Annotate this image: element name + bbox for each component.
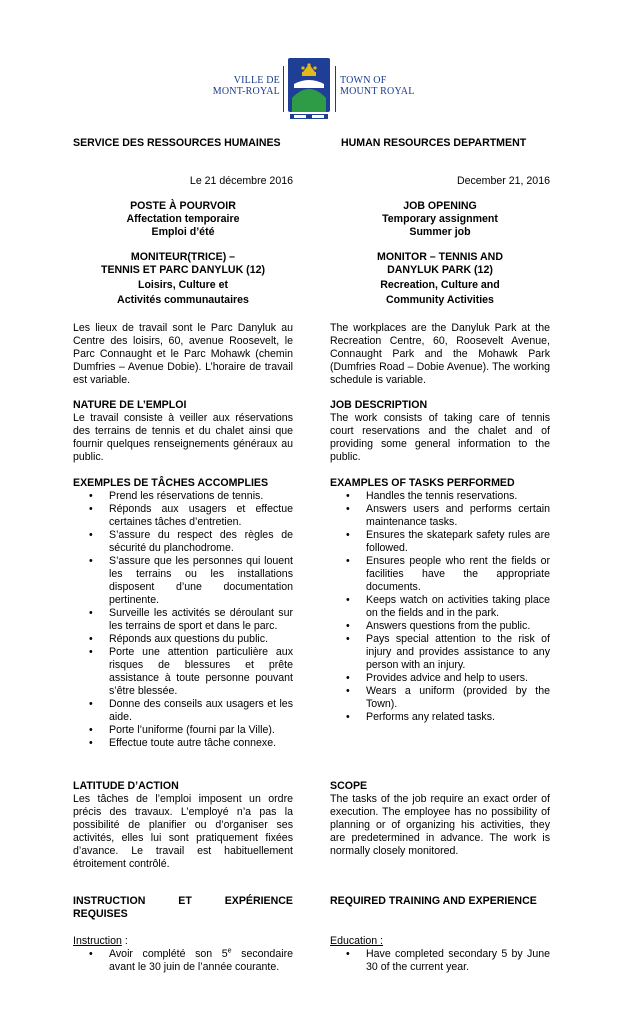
posting-en-line2: Temporary assignment — [382, 213, 498, 225]
logo-divider-right — [335, 66, 336, 112]
list-item: • Answers users and performs certain maintenance tasks. — [330, 503, 550, 529]
list-item: • Prend les réservations de tennis. — [73, 490, 293, 503]
job-title-fr-line3: Loisirs, Culture et — [137, 279, 229, 291]
intro-en: The workplaces are the Danyluk Park at the Recreation Centre, 60, Roosevelt Avenue, Connaught Park and the Mohawk Park (Dumfries Road – Dobie Avenue). The working schedule is variable. — [330, 322, 550, 386]
tasks-list-en — [330, 490, 550, 724]
job-title-en — [330, 251, 550, 307]
tasks-heading-fr: EXEMPLES DE TÂCHES ACCOMPLIES — [73, 477, 269, 489]
list-item: • S’assure que les personnes qui louent les terrains ou les installations disposent d’une documentation pertinente. — [73, 555, 293, 607]
date-en: December 21, 2016 — [456, 175, 550, 187]
job-title-en-line2: DANYLUK PARK (12) — [387, 264, 493, 276]
logo-text-french — [196, 75, 280, 97]
logo-right-line2: MOUNT ROYAL — [340, 86, 415, 97]
list-item: • Porte une attention particulière aux risques de blessures et prête assistance à toute personne pouvant s’être blessée. — [73, 646, 293, 698]
posting-fr — [73, 200, 293, 239]
education-label-en-text: Education : — [330, 935, 384, 947]
instruction-label-fr — [73, 935, 293, 948]
list-item: • Réponds aux questions du public. — [73, 633, 293, 646]
list-item: • Provides advice and help to users. — [330, 672, 550, 685]
list-item: • Ensures people who rent the fields or facilities have the appropriate documents. — [330, 555, 550, 594]
job-title-fr-line2: TENNIS ET PARC DANYLUK (12) — [100, 264, 266, 276]
list-item: • Performs any related tasks. — [330, 711, 550, 724]
intro-fr: Les lieux de travail sont le Parc Danyluk au Centre des loisirs, 60, avenue Roosevelt, le Parc Connaught et le Parc Mohawk (chemin Dumfries – Avenue Dobie). L’horaire de travail est variable. — [73, 322, 293, 386]
education-item-fr-a: Avoir complété son 5 — [109, 948, 228, 960]
education-label-en — [330, 935, 550, 948]
education-list-en — [330, 948, 550, 974]
education-item-fr-sup: e — [227, 947, 232, 955]
list-item: • S’assure du respect des règles de sécurité du planchodrome. — [73, 529, 293, 555]
job-title-en-line4: Community Activities — [386, 294, 494, 306]
education-item-fr-b: secondaire avant le 30 juin de l’année courante. — [109, 948, 293, 973]
job-title-fr-line4: Activités communautaires — [117, 294, 249, 306]
posting-fr-line2: Affectation temporaire — [126, 213, 240, 225]
job-text-en: The work consists of taking care of tennis court reservations and the chalet and of providing some general information to the public. — [330, 412, 550, 463]
logo-text-english — [340, 75, 450, 97]
training-heading-fr — [73, 895, 293, 921]
posting-en-line1: JOB OPENING — [403, 200, 477, 212]
training-heading-en: REQUIRED TRAINING AND EXPERIENCE — [330, 895, 537, 907]
nature-heading-fr: NATURE DE L’EMPLOI — [73, 399, 187, 411]
department-en: HUMAN RESOURCES DEPARTMENT — [341, 137, 527, 149]
education-list-fr — [73, 948, 293, 974]
list-item: • Effectue toute autre tâche connexe. — [73, 737, 293, 750]
training-heading-fr-word1: INSTRUCTION — [73, 895, 146, 907]
posting-en — [330, 200, 550, 239]
list-item: • Porte l’uniforme (fourni par la Ville). — [73, 724, 293, 737]
list-item: • Keeps watch on activities taking place on the fields and in the park. — [330, 594, 550, 620]
posting-fr-line3: Emploi d’été — [151, 226, 215, 238]
training-heading-fr-word2: ET — [178, 895, 192, 907]
list-item: • Handles the tennis reservations. — [330, 490, 550, 503]
town-crest-icon — [286, 58, 332, 120]
department-fr: SERVICE DES RESSOURCES HUMAINES — [73, 137, 281, 149]
instruction-label-fr-colon: : — [121, 935, 128, 947]
nature-text-fr: Le travail consiste à veiller aux réservations des terrains de tennis et du chalet ainsi que fournir quelques renseignements généraux au public. — [73, 412, 293, 463]
job-title-fr-line1: MONITEUR(TRICE) – — [130, 251, 236, 263]
instruction-label-fr-text: Instruction — [73, 935, 122, 947]
latitude-text-fr: Les tâches de l’emploi imposent un ordre précis des travaux. L’employé n’a pas la possibilité de planifier ou d’organiser ses activités, elles lui sont pratiquement fixées d’avance. Le travail est habituellement étroitement contrôlé. — [73, 793, 293, 870]
date-fr: Le 21 décembre 2016 — [189, 175, 293, 187]
list-item: • Ensures the skatepark safety rules are followed. — [330, 529, 550, 555]
list-item: • Pays special attention to the risk of injury and provides assistance to any person with an injury. — [330, 633, 550, 672]
list-item: • Réponds aux usagers et effectue certaines tâches d’entretien. — [73, 503, 293, 529]
posting-fr-line1: POSTE À POURVOIR — [130, 200, 236, 212]
training-heading-fr-word3: EXPÉRIENCE — [224, 895, 293, 907]
latitude-heading-fr: LATITUDE D’ACTION — [73, 780, 179, 792]
training-heading-fr-word4: REQUISES — [73, 908, 128, 920]
scope-heading-en: SCOPE — [330, 780, 368, 792]
logo-right-line1: TOWN OF — [340, 75, 387, 86]
job-title-en-line3: Recreation, Culture and — [380, 279, 500, 291]
job-heading-en: JOB DESCRIPTION — [330, 399, 428, 411]
logo-divider-left — [283, 66, 284, 112]
scope-text-en: The tasks of the job require an exact order of execution. The employee has no possibility of planning or of organizing his activities, they are predetermined in advance. The work is normally closely monitored. — [330, 793, 550, 857]
list-item — [73, 948, 293, 974]
list-item: • Donne des conseils aux usagers et les aide. — [73, 698, 293, 724]
job-title-en-line1: MONITOR – TENNIS AND — [377, 251, 503, 263]
list-item: • Wears a uniform (provided by the Town). — [330, 685, 550, 711]
list-item: • Have completed secondary 5 by June 30 of the current year. — [330, 948, 550, 974]
posting-en-line3: Summer job — [409, 226, 471, 238]
logo-left-line2: MONT-ROYAL — [212, 86, 280, 97]
list-item: • Answers questions from the public. — [330, 620, 550, 633]
logo-left-line1: VILLE DE — [233, 75, 280, 86]
tasks-heading-en: EXAMPLES OF TASKS PERFORMED — [330, 477, 515, 489]
list-item: • Surveille les activités se déroulant sur les terrains de sport et dans le parc. — [73, 607, 293, 633]
tasks-list-fr — [73, 490, 293, 750]
job-title-fr — [73, 251, 293, 307]
